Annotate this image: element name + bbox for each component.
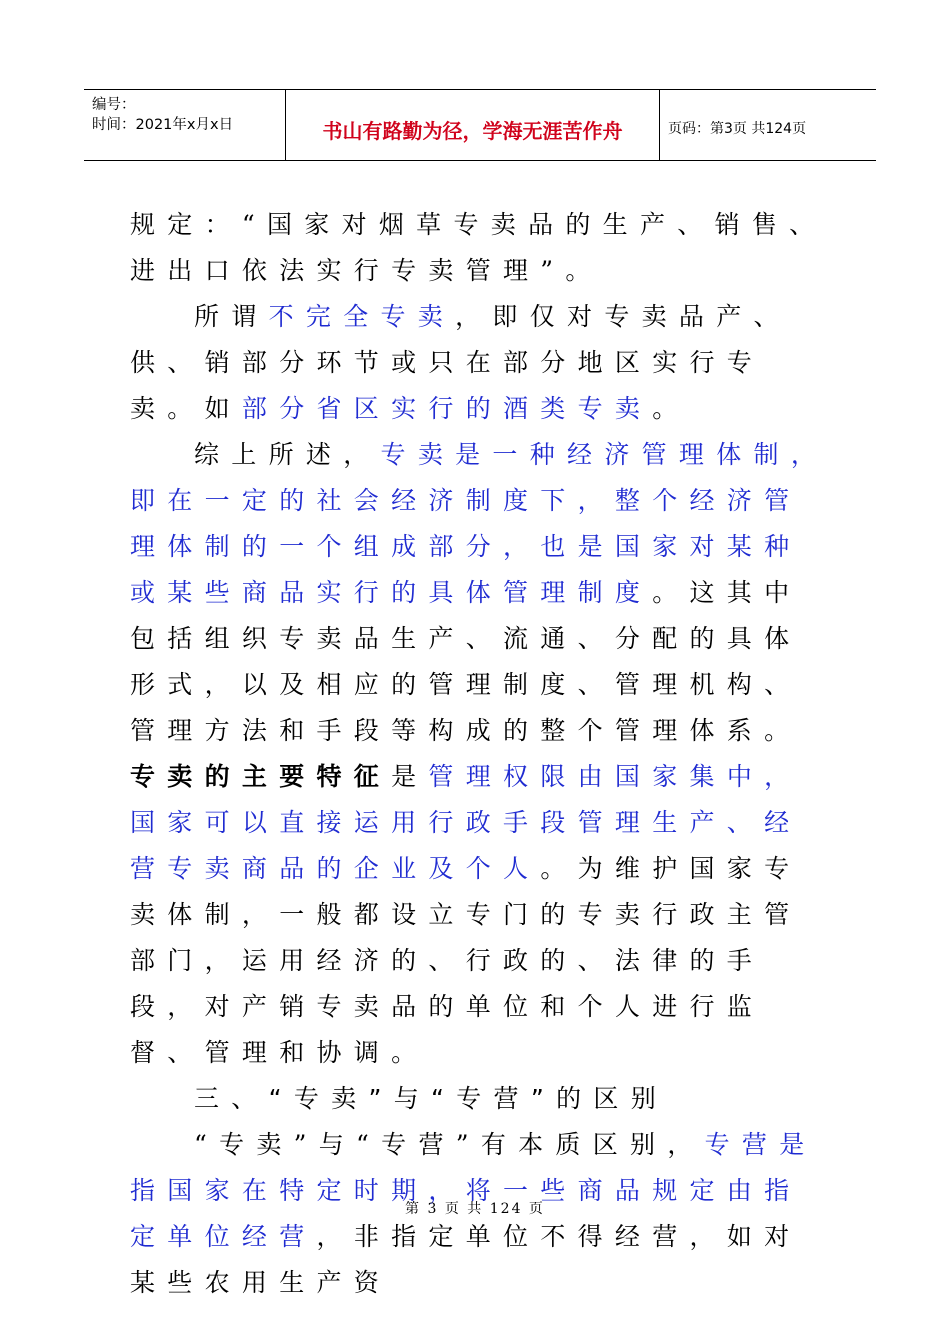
header-motto-cell xyxy=(286,90,660,160)
document-body xyxy=(130,202,830,1306)
paragraph-text: ，非指定单位不得经营，如对某些农用生产资 xyxy=(130,1222,802,1297)
paragraph-text: 是 xyxy=(391,762,429,791)
paragraph-3 xyxy=(130,432,830,1076)
highlight-text: 专营是指国家在特定时期，将一些商品规定由指定单位经营 xyxy=(130,1130,817,1251)
highlight-text: 部分省区实行的酒类专卖 xyxy=(241,394,653,423)
paragraph-text: 。 xyxy=(652,394,690,423)
paragraph-2 xyxy=(130,294,830,432)
paragraph-text: “专卖”与“专营”有本质区别， xyxy=(194,1130,705,1159)
bold-term: 专卖的主要特征 xyxy=(130,762,392,791)
paragraph-text: ，即仅对专卖品产、供、销部分环节或只在部分地区实行专卖。如 xyxy=(130,302,791,423)
highlight-text: 专卖是一种经济管理体制，即在一定的社会经济制度下，整个经济管理体制的一个组成部分，也是国家对某种或某些商品实行的具体管理制度 xyxy=(130,440,829,607)
page-footer: 第 3 页 共 124 页 xyxy=(405,1201,545,1217)
header-meta-cell xyxy=(84,90,286,160)
document-number-label: 编号： xyxy=(92,97,136,113)
document-time-label: 时间：2021年x月x日 xyxy=(92,117,234,133)
paragraph-text: 。为维护国家专卖体制，一般都设立专门的专卖行政主管部门，运用经济的、行政的、法律的手段，对产销专卖品的单位和个人进行监督、管理和协调。 xyxy=(130,854,802,1067)
header-motto: 书山有路勤为径，学海无涯苦作舟 xyxy=(322,119,623,143)
document-header xyxy=(84,89,876,161)
header-page-info: 页码：第3页 共124页 xyxy=(668,121,807,137)
paragraph-text: 所谓 xyxy=(194,302,269,331)
paragraph-text: 综上所述， xyxy=(194,440,381,469)
paragraph-text: 。这其中包括组织专卖品生产、流通、分配的具体形式，以及相应的管理制度、管理机构、管理方法和手段等构成的整个管理体系。 xyxy=(130,578,802,745)
paragraph-1 xyxy=(130,202,830,294)
highlight-text: 管理权限由国家集中，国家可以直接运用行政手段管理生产、经营专卖商品的企业及个人 xyxy=(130,762,802,883)
paragraph-text: 规定：“国家对烟草专卖品的生产、销售、进出口依法实行专卖管理”。 xyxy=(130,210,827,285)
section-heading: 三、“专卖”与“专营”的区别 xyxy=(194,1084,669,1113)
header-page-cell xyxy=(660,90,876,160)
highlight-text: 不完全专卖 xyxy=(268,302,456,331)
